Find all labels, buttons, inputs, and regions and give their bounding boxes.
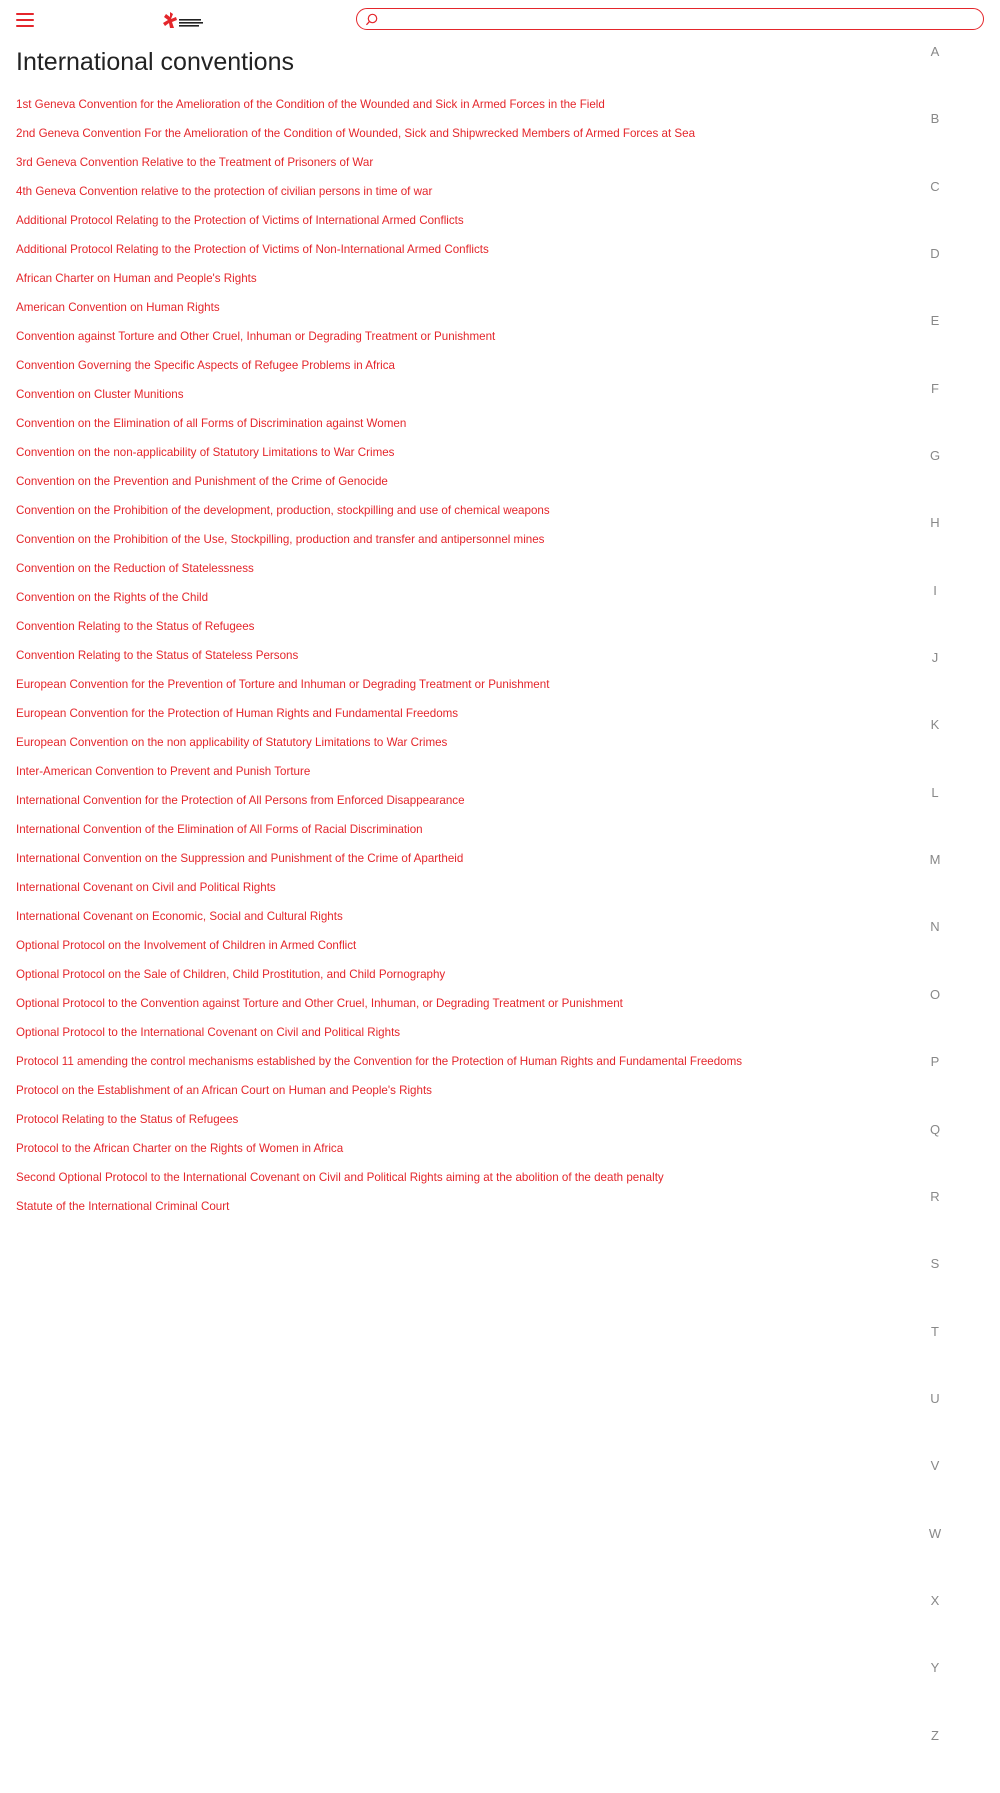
index-letter-a[interactable]: A — [930, 44, 940, 59]
search-bar — [356, 8, 984, 30]
convention-link[interactable]: Second Optional Protocol to the International Covenant on Civil and Political Rights aiming at the abolition of the death penalty — [16, 1171, 664, 1184]
list-item — [16, 559, 916, 588]
list-item — [16, 646, 916, 675]
list-item — [16, 965, 916, 994]
index-letter-s[interactable]: S — [930, 1256, 940, 1272]
convention-link[interactable]: European Convention on the non applicability of Statutory Limitations to War Crimes — [16, 736, 448, 749]
alphabet-index — [920, 42, 950, 1793]
list-item — [16, 1168, 916, 1197]
list-item — [16, 1110, 916, 1139]
convention-link[interactable]: Optional Protocol on the Involvement of Children in Armed Conflict — [16, 939, 357, 952]
list-item — [16, 907, 916, 936]
convention-link[interactable]: Optional Protocol on the Sale of Children, Child Prostitution, and Child Pornography — [16, 968, 446, 981]
convention-link[interactable]: Inter-American Convention to Prevent and Punish Torture — [16, 765, 311, 778]
list-item — [16, 878, 916, 907]
msf-logo[interactable] — [162, 10, 204, 30]
convention-link[interactable]: Convention on Cluster Munitions — [16, 388, 184, 401]
convention-link[interactable]: International Covenant on Civil and Political Rights — [16, 881, 276, 894]
convention-link[interactable]: International Convention on the Suppression and Punishment of the Crime of Apartheid — [16, 852, 464, 865]
index-letter-v[interactable]: V — [930, 1458, 940, 1474]
convention-link[interactable]: European Convention for the Prevention of Torture and Inhuman or Degrading Treatment or Punishment — [16, 678, 550, 691]
list-item — [16, 617, 916, 646]
list-item — [16, 414, 916, 443]
list-item — [16, 269, 916, 298]
page-title: International conventions — [16, 48, 294, 76]
index-letter-g[interactable]: G — [929, 448, 941, 464]
convention-link[interactable]: Additional Protocol Relating to the Protection of Victims of Non-International Armed Conflicts — [16, 243, 489, 256]
convention-link[interactable]: Convention on the Elimination of all Forms of Discrimination against Women — [16, 417, 407, 430]
list-item — [16, 211, 916, 240]
list-item — [16, 820, 916, 849]
list-item — [16, 1197, 916, 1226]
list-item — [16, 327, 916, 356]
convention-link[interactable]: European Convention for the Protection of Human Rights and Fundamental Freedoms — [16, 707, 459, 720]
index-letter-q[interactable]: Q — [929, 1121, 941, 1137]
convention-link[interactable]: Convention against Torture and Other Cruel, Inhuman or Degrading Treatment or Punishment — [16, 330, 496, 343]
list-item — [16, 994, 916, 1023]
convention-link[interactable]: Convention Governing the Specific Aspects of Refugee Problems in Africa — [16, 359, 395, 372]
convention-link[interactable]: Convention on the Reduction of Statelessness — [16, 562, 254, 575]
list-item — [16, 1139, 916, 1168]
convention-link[interactable]: Protocol 11 amending the control mechanisms established by the Convention for the Protection of Human Rights and Fundamental Freedoms — [16, 1055, 743, 1068]
list-item — [16, 849, 916, 878]
index-letter-l[interactable]: L — [931, 784, 939, 800]
convention-link[interactable]: Optional Protocol to the International Covenant on Civil and Political Rights — [16, 1026, 401, 1039]
index-letter-w[interactable]: W — [928, 1525, 942, 1541]
list-item — [16, 182, 916, 211]
index-letter-j[interactable]: J — [931, 650, 939, 666]
list-item — [16, 1023, 916, 1052]
index-letter-x[interactable]: X — [930, 1592, 940, 1608]
index-letter-n[interactable]: N — [930, 919, 940, 935]
list-item — [16, 95, 916, 124]
list-item — [16, 530, 916, 559]
list-item — [16, 501, 916, 530]
list-item — [16, 936, 916, 965]
search-input[interactable] — [385, 10, 975, 28]
convention-link[interactable]: 4th Geneva Convention relative to the protection of civilian persons in time of war — [16, 185, 433, 198]
index-letter-m[interactable]: M — [929, 852, 941, 868]
convention-link[interactable]: 1st Geneva Convention for the Amelioration of the Condition of the Wounded and Sick in Armed Forces in the Field — [16, 98, 605, 111]
list-item — [16, 153, 916, 182]
index-letter-y[interactable]: Y — [930, 1660, 940, 1676]
list-item — [16, 675, 916, 704]
list-item — [16, 704, 916, 733]
convention-link[interactable]: International Convention of the Elimination of All Forms of Racial Discrimination — [16, 823, 423, 836]
convention-link[interactable]: Statute of the International Criminal Court — [16, 1200, 230, 1213]
index-letter-i[interactable]: I — [933, 582, 937, 598]
list-item — [16, 385, 916, 414]
convention-link[interactable]: 2nd Geneva Convention For the Amelioration of the Condition of Wounded, Sick and Shipwrecked Members of Armed Forces at Sea — [16, 127, 696, 140]
menu-line — [16, 19, 34, 21]
convention-link[interactable]: Convention on the non-applicability of Statutory Limitations to War Crimes — [16, 446, 395, 459]
index-letter-o[interactable]: O — [929, 986, 941, 1002]
convention-link[interactable]: Optional Protocol to the Convention against Torture and Other Cruel, Inhuman, or Degrading Treatment or Punishment — [16, 997, 623, 1010]
index-letter-r[interactable]: R — [930, 1188, 940, 1204]
index-letter-h[interactable]: H — [930, 515, 940, 531]
menu-line — [16, 25, 34, 27]
list-item — [16, 240, 916, 269]
list-item — [16, 1052, 916, 1081]
convention-link[interactable]: Convention on the Prohibition of the Use, Stockpilling, production and transfer and antipersonnel mines — [16, 533, 545, 546]
convention-link[interactable]: Protocol Relating to the Status of Refugees — [16, 1113, 239, 1126]
index-letter-p[interactable]: P — [930, 1054, 940, 1070]
list-item — [16, 791, 916, 820]
hamburger-menu-icon[interactable] — [16, 13, 34, 27]
top-bar — [0, 0, 1000, 40]
convention-link[interactable]: International Convention for the Protection of All Persons from Enforced Disappearance — [16, 794, 465, 807]
index-letter-b[interactable]: B — [930, 111, 940, 127]
index-letter-c[interactable]: C — [930, 178, 940, 194]
list-item — [16, 443, 916, 472]
convention-link[interactable]: Additional Protocol Relating to the Protection of Victims of International Armed Conflicts — [16, 214, 464, 227]
index-letter-f[interactable]: F — [931, 380, 939, 396]
index-letter-e[interactable]: E — [930, 313, 940, 329]
index-letter-u[interactable]: U — [930, 1390, 940, 1406]
convention-link[interactable]: Protocol to the African Charter on the Rights of Women in Africa — [16, 1142, 344, 1155]
search-icon[interactable] — [366, 13, 379, 26]
convention-link[interactable]: Convention on the Prohibition of the development, production, stockpilling and use of chemical weapons — [16, 504, 550, 517]
convention-link[interactable]: Convention on the Prevention and Punishment of the Crime of Genocide — [16, 475, 388, 488]
index-letter-d[interactable]: D — [930, 246, 940, 262]
list-item — [16, 733, 916, 762]
index-letter-k[interactable]: K — [930, 717, 940, 733]
menu-line — [16, 13, 34, 15]
list-item — [16, 472, 916, 501]
convention-link[interactable]: Convention Relating to the Status of Stateless Persons — [16, 649, 299, 662]
list-item — [16, 1081, 916, 1110]
list-item — [16, 124, 916, 153]
list-item — [16, 356, 916, 385]
convention-link[interactable]: Convention on the Rights of the Child — [16, 591, 209, 604]
convention-link[interactable]: 3rd Geneva Convention Relative to the Treatment of Prisoners of War — [16, 156, 374, 169]
list-item — [16, 588, 916, 617]
convention-link[interactable]: Protocol on the Establishment of an African Court on Human and People's Rights — [16, 1084, 432, 1097]
list-item — [16, 298, 916, 327]
list-item — [16, 762, 916, 791]
convention-link[interactable]: American Convention on Human Rights — [16, 301, 220, 314]
index-letter-t[interactable]: T — [931, 1323, 939, 1339]
convention-link[interactable]: African Charter on Human and People's Rights — [16, 272, 257, 285]
index-letter-z[interactable]: Z — [931, 1727, 939, 1743]
convention-link[interactable]: Convention Relating to the Status of Refugees — [16, 620, 255, 633]
convention-list — [16, 95, 916, 1226]
convention-link[interactable]: International Covenant on Economic, Social and Cultural Rights — [16, 910, 343, 923]
